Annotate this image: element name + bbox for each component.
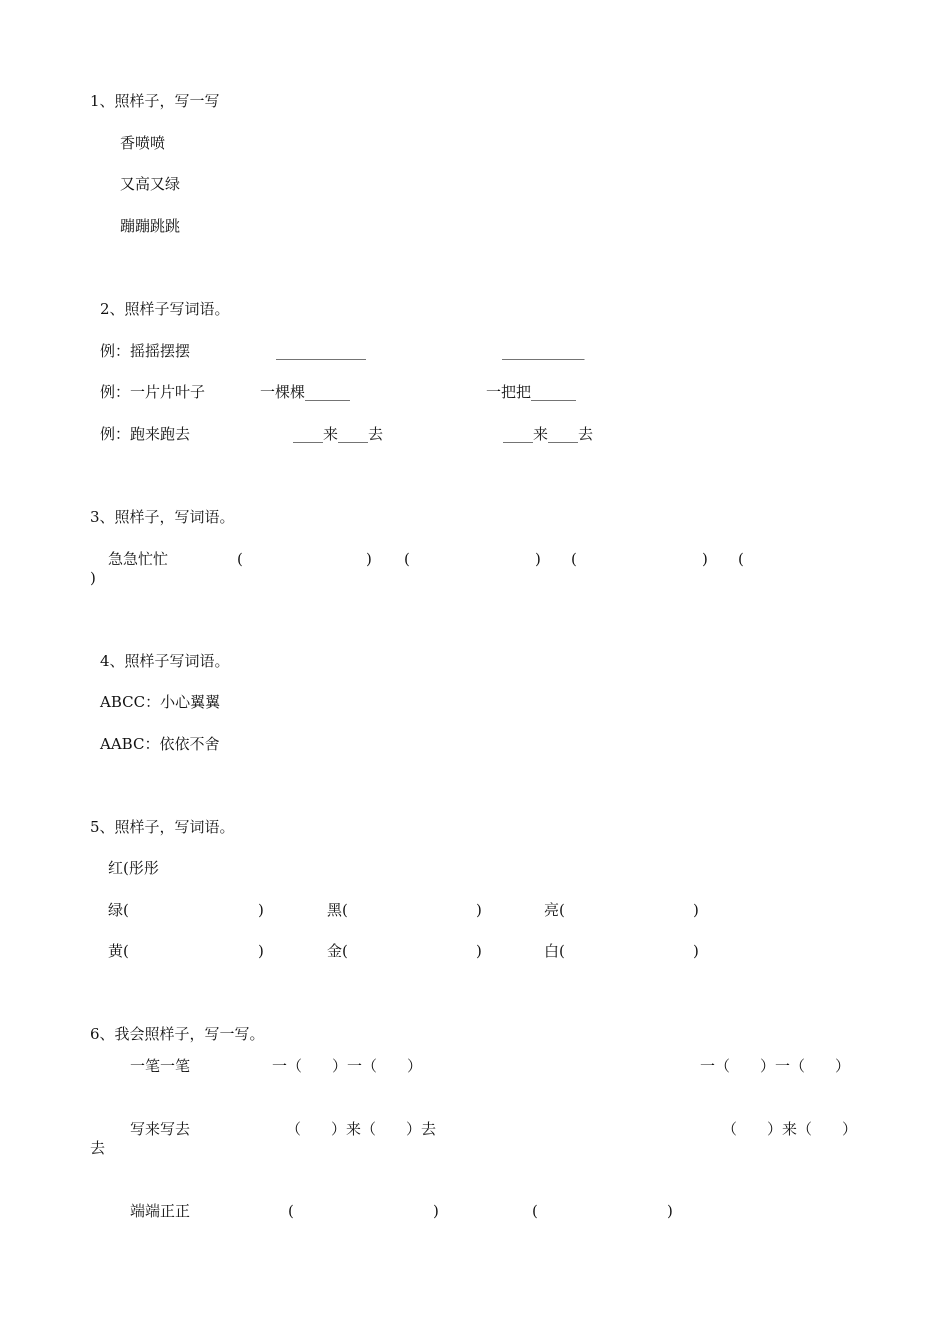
q5-title: 5、照样子，写词语。 — [90, 818, 235, 836]
q1-item-2: 又高又绿 — [120, 175, 181, 193]
q3-paren-close-4: ) — [90, 569, 96, 587]
q5-item-green: 绿( — [108, 901, 129, 919]
q5-item-green-close: ) — [258, 901, 264, 919]
q4-row-abcc: ABCC：小心翼翼 — [100, 693, 221, 711]
q5-item-black-close: ) — [476, 901, 482, 919]
q2-example-3: 例：跑来跑去 — [100, 425, 191, 443]
q6-paren-open-2: ( — [532, 1202, 538, 1220]
q3-paren-close-3: ) — [702, 550, 708, 568]
q2-blank-3b: ____来____去 — [503, 425, 594, 443]
q2-blank-2a: 一棵棵______ — [260, 383, 351, 401]
q3-paren-open-4: ( — [738, 550, 744, 568]
q6-paren-close-1: ) — [433, 1202, 439, 1220]
q3-paren-open-2: ( — [404, 550, 410, 568]
q3-paren-open-1: ( — [237, 550, 243, 568]
q3-example: 急急忙忙 — [108, 550, 169, 568]
q2-title: 2、照样子写词语。 — [100, 300, 230, 318]
q1-item-3: 蹦蹦跳跳 — [120, 217, 181, 235]
q1-title: 1、照样子，写一写 — [90, 92, 220, 110]
q2-blank-2b: 一把把______ — [486, 383, 577, 401]
q5-item-bright: 亮( — [544, 901, 565, 919]
q5-item-yellow-close: ) — [258, 942, 264, 960]
q5-item-white-close: ) — [693, 942, 699, 960]
q6-blank-2b-wrap: 去 — [90, 1139, 106, 1157]
q6-example-3: 端端正正 — [130, 1202, 191, 1220]
q3-paren-open-3: ( — [571, 550, 577, 568]
q4-row-aabc: AABC：依依不舍 — [100, 735, 220, 753]
q6-example-1: 一笔一笔 — [130, 1057, 191, 1075]
q2-blank-1b: ___________ — [502, 342, 585, 360]
q6-blank-1a: 一（ ）一（ ） — [272, 1057, 423, 1075]
q6-title: 6、我会照样子，写一写。 — [90, 1025, 265, 1043]
q2-blank-1a: ____________ — [276, 342, 366, 360]
q6-paren-close-2: ) — [667, 1202, 673, 1220]
q6-blank-2b: （ ）来（ ） — [722, 1120, 858, 1138]
q2-example-1: 例：摇摇摆摆 — [100, 342, 191, 360]
q1-item-1: 香喷喷 — [120, 134, 166, 152]
q5-example: 红(彤彤 — [108, 859, 159, 877]
q6-blank-2a: （ ）来（ ）去 — [286, 1120, 437, 1138]
q6-blank-1b: 一（ ）一（ ） — [700, 1057, 851, 1075]
q2-blank-3a: ____来____去 — [293, 425, 384, 443]
q3-paren-close-1: ) — [366, 550, 372, 568]
q5-item-bright-close: ) — [693, 901, 699, 919]
q5-item-yellow: 黄( — [108, 942, 129, 960]
q5-item-black: 黑( — [327, 901, 348, 919]
q4-title: 4、照样子写词语。 — [100, 652, 230, 670]
q3-paren-close-2: ) — [535, 550, 541, 568]
q2-example-2: 例：一片片叶子 — [100, 383, 206, 401]
q5-item-white: 白( — [544, 942, 565, 960]
q6-paren-open-1: ( — [288, 1202, 294, 1220]
q3-title: 3、照样子，写词语。 — [90, 508, 235, 526]
q5-item-gold-close: ) — [476, 942, 482, 960]
q5-item-gold: 金( — [327, 942, 348, 960]
q6-example-2: 写来写去 — [130, 1120, 191, 1138]
